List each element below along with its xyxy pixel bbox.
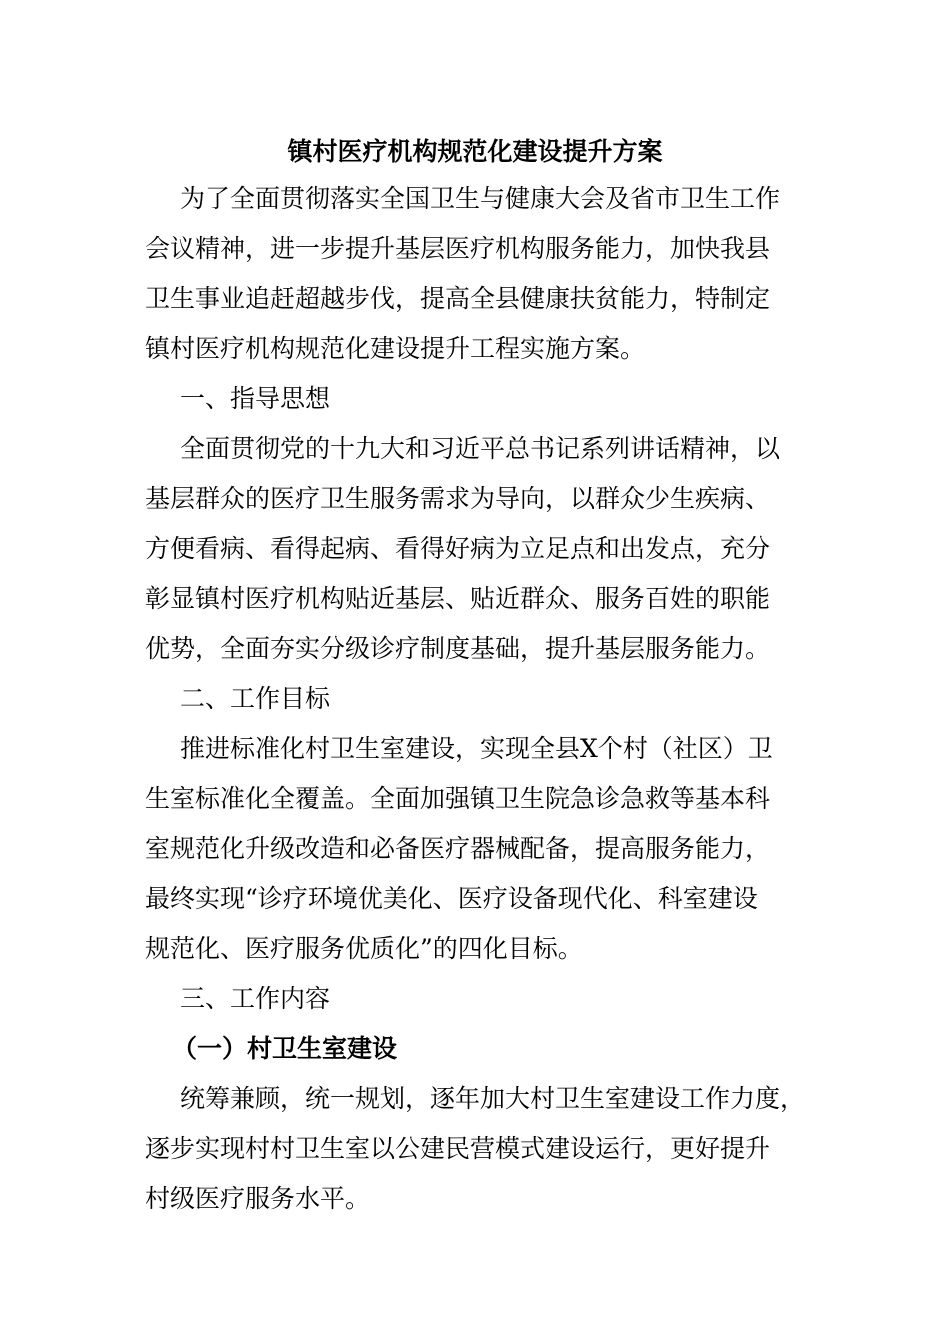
section-heading-guiding-thought: 一、指导思想 [180, 384, 331, 413]
paragraph-line: 方便看病、看得起病、看得好病为立足点和出发点，充分 [145, 534, 771, 563]
subsection-heading-village-clinic: （一）村卫生室建设 [172, 1034, 398, 1063]
paragraph-line: 统筹兼顾，统一规划，逐年加大村卫生室建设工作力度， [180, 1084, 806, 1113]
document-title: 镇村医疗机构规范化建设提升方案 [287, 137, 663, 166]
paragraph-line: 规范化、医疗服务优质化”的四化目标。 [145, 934, 583, 963]
paragraph-line: 生室标准化全覆盖。全面加强镇卫生院急诊急救等基本科 [145, 784, 771, 813]
paragraph-line: 最终实现“诊疗环境优美化、医疗设备现代化、科室建设 [145, 884, 758, 913]
paragraph-line: 卫生事业追赶超越步伐，提高全县健康扶贫能力，特制定 [145, 284, 771, 313]
section-heading-work-goals: 二、工作目标 [180, 684, 331, 713]
paragraph-line: 村级医疗服务水平。 [145, 1184, 371, 1213]
paragraph-line: 逐步实现村村卫生室以公建民营模式建设运行，更好提升 [145, 1134, 771, 1163]
paragraph-line: 室规范化升级改造和必备医疗器械配备，提高服务能力， [145, 834, 771, 863]
paragraph-line: 基层群众的医疗卫生服务需求为导向，以群众少生疾病、 [145, 484, 771, 513]
paragraph-line: 为了全面贯彻落实全国卫生与健康大会及省市卫生工作 [180, 184, 781, 213]
paragraph-line: 推进标准化村卫生室建设，实现全县X个村（社区）卫 [180, 734, 773, 763]
paragraph-line: 会议精神，进一步提升基层医疗机构服务能力，加快我县 [145, 234, 771, 263]
paragraph-line: 彰显镇村医疗机构贴近基层、贴近群众、服务百姓的职能 [145, 584, 771, 613]
section-heading-work-content: 三、工作内容 [180, 984, 331, 1013]
paragraph-line: 优势，全面夯实分级诊疗制度基础，提升基层服务能力。 [145, 634, 771, 663]
paragraph-line: 全面贯彻党的十九大和习近平总书记系列讲话精神，以 [180, 434, 781, 463]
paragraph-line: 镇村医疗机构规范化建设提升工程实施方案。 [145, 334, 646, 363]
